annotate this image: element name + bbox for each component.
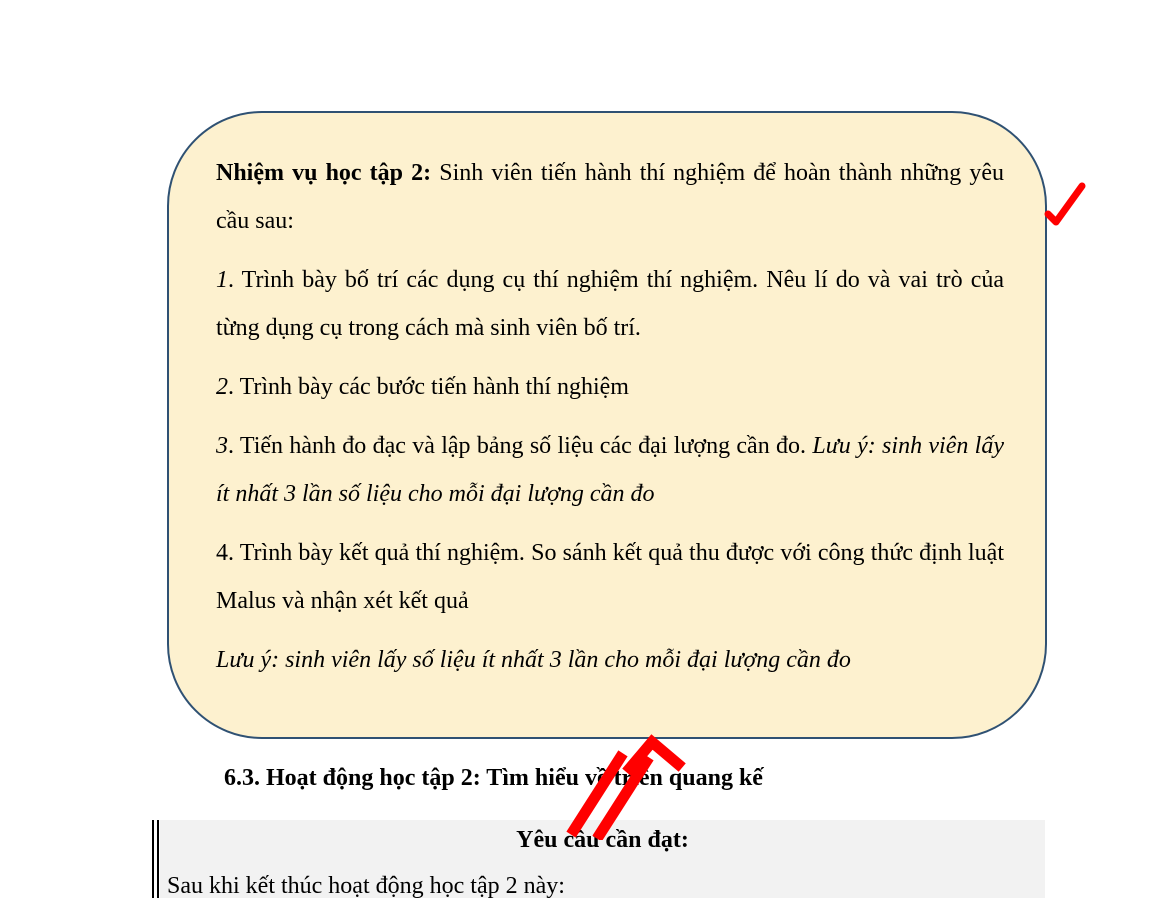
task-item-4 [216,529,1004,625]
task-item-1-text: . Trình bày bố trí các dụng cụ thí nghiệm thí nghiệm. Nêu lí do và vai trò của từng dụng cụ trong cách mà sinh viên bố trí. [216,267,1004,341]
task-note-text: Lưu ý: sinh viên lấy số liệu ít nhất 3 lần cho mỗi đại lượng cần đo [216,647,851,673]
task-item-4-number: 4 [216,540,228,566]
task-item-1 [216,256,1004,352]
requirements-intro: Sau khi kết thúc hoạt động học tập 2 này: [167,873,565,898]
red-check-mark-icon [1042,180,1087,230]
task-item-3 [216,422,1004,518]
task-content [216,149,1004,695]
task-box [167,111,1047,739]
red-watermark [560,730,690,840]
table-left-border [152,820,159,898]
task-item-3-number: 3 [216,433,228,459]
task-title: Nhiệm vụ học tập 2: [216,160,432,186]
task-item-3-note: Lưu ý: sinh viên lấy ít nhất 3 lần số liệu cho mỗi đại lượng cần đo [216,433,1004,507]
task-item-4-text: . Trình bày kết quả thí nghiệm. So sánh kết quả thu được với công thức định luật Malus và nhận xét kết quả [216,540,1004,614]
task-item-1-number: 1 [216,267,228,293]
requirements-header: Yêu cầu cần đạt: [516,827,689,853]
section-heading: 6.3. Hoạt động học tập 2: Tìm hiểu về triền quang kế [224,765,763,791]
task-intro-paragraph [216,149,1004,245]
task-note [216,636,1004,684]
task-item-2-text: . Trình bày các bước tiến hành thí nghiệm [228,374,629,400]
task-item-2 [216,363,1004,411]
task-item-3-text: . Tiến hành đo đạc và lập bảng số liệu các đại lượng cần đo. [228,433,813,459]
task-intro: Sinh viên tiến hành thí nghiệm để hoàn thành những yêu cầu sau: [216,160,1004,234]
task-item-2-number: 2 [216,374,228,400]
